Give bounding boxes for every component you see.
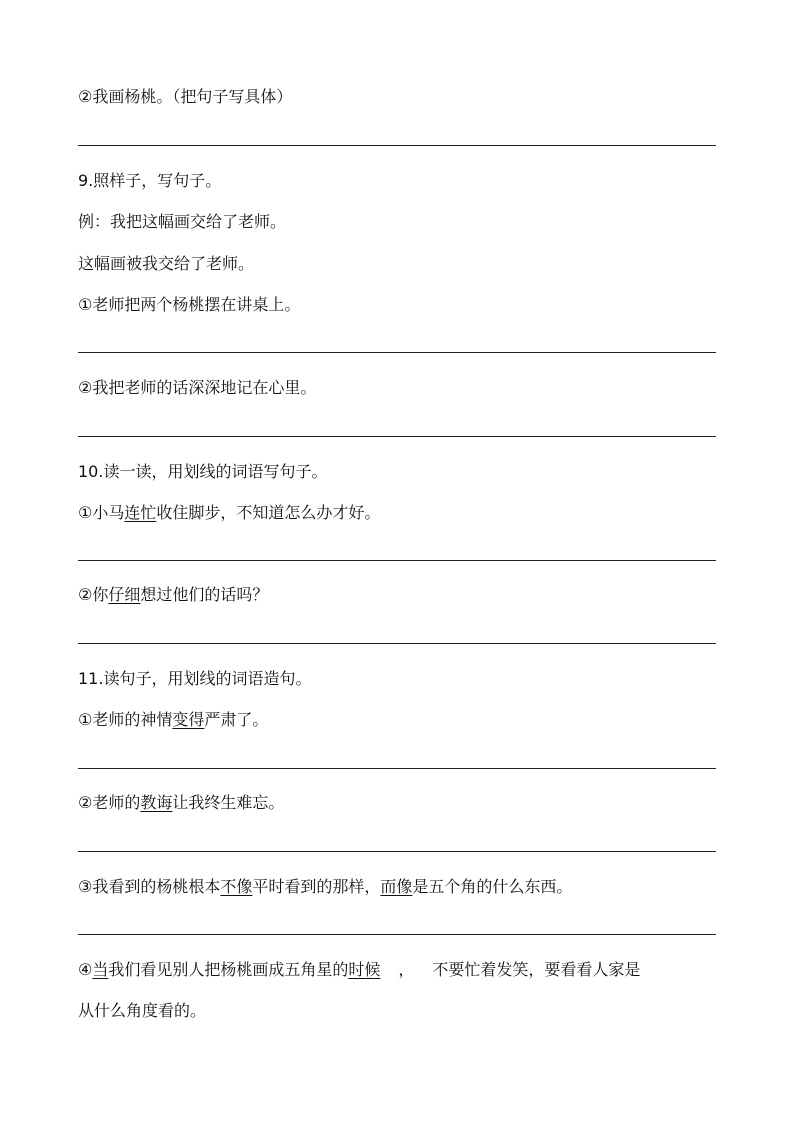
underlined-word: 仔细 (108, 585, 141, 604)
example-sentence (78, 211, 286, 233)
underlined-word: 变得 (172, 710, 205, 729)
question-11-item-3 (78, 876, 572, 898)
question-text: ②老师的 (78, 793, 141, 812)
question-text: 从什么角度看的。 (78, 1001, 207, 1020)
question-2-write-specific (78, 86, 292, 108)
question-text: ②我画杨桃。（把句子写具体） (78, 87, 293, 106)
underlined-word: 连忙 (124, 503, 157, 522)
question-11-item-4 (78, 959, 640, 981)
answer-line (78, 436, 716, 437)
underlined-word: 当 (92, 960, 109, 979)
question-text: ④ (78, 960, 93, 979)
question-text: 例：我把这幅画交给了老师。 (78, 212, 287, 231)
question-text: 让我终生难忘。 (172, 793, 285, 812)
question-9-item-1 (78, 294, 300, 316)
answer-line (78, 560, 716, 561)
answer-line (78, 851, 716, 852)
underlined-word: 不像 (220, 877, 253, 896)
question-text: 严肃了。 (204, 710, 269, 729)
question-9-heading (78, 170, 221, 192)
underlined-word: 而像 (380, 877, 413, 896)
question-11-heading (78, 668, 311, 690)
question-text: 不要忙着发笑，要看看人家是 (432, 960, 641, 979)
question-text: ， (398, 960, 415, 979)
question-text: ①老师把两个杨桃摆在讲桌上。 (78, 295, 301, 314)
question-11-item-2 (78, 792, 284, 814)
question-10-item-1 (78, 502, 380, 524)
question-11-item-1 (78, 709, 268, 731)
question-text: 想过他们的话吗？ (140, 585, 269, 604)
answer-line (78, 352, 716, 353)
question-11-item-4-continued (78, 1000, 206, 1022)
question-text: 11.读句子，用划线的词语造句。 (78, 669, 312, 688)
question-text: 9.照样子，写句子。 (78, 171, 222, 190)
question-10-heading (78, 461, 327, 483)
question-text: ②我把老师的话深深地记在心里。 (78, 378, 317, 397)
question-10-item-2 (78, 584, 268, 606)
question-9-item-2 (78, 377, 316, 399)
question-text: ①老师的神情 (78, 710, 173, 729)
question-text: 这幅画被我交给了老师。 (78, 254, 255, 273)
question-text: 我们看见别人把杨桃画成五角星的 (108, 960, 349, 979)
question-text: 10.读一读，用划线的词语写句子。 (78, 462, 328, 481)
question-text: 平时看到的那样， (252, 877, 381, 896)
question-text: 是五个角的什么东西。 (412, 877, 573, 896)
question-text: 收住脚步，不知道怎么办才好。 (156, 503, 381, 522)
example-answer (78, 253, 254, 275)
question-text: ①小马 (78, 503, 125, 522)
question-text: ②你 (78, 585, 109, 604)
answer-line (78, 145, 716, 146)
answer-line (78, 768, 716, 769)
underlined-word: 时候 (348, 960, 381, 979)
answer-line (78, 643, 716, 644)
question-text: ③我看到的杨桃根本 (78, 877, 221, 896)
underlined-word: 教诲 (140, 793, 173, 812)
answer-line (78, 934, 716, 935)
